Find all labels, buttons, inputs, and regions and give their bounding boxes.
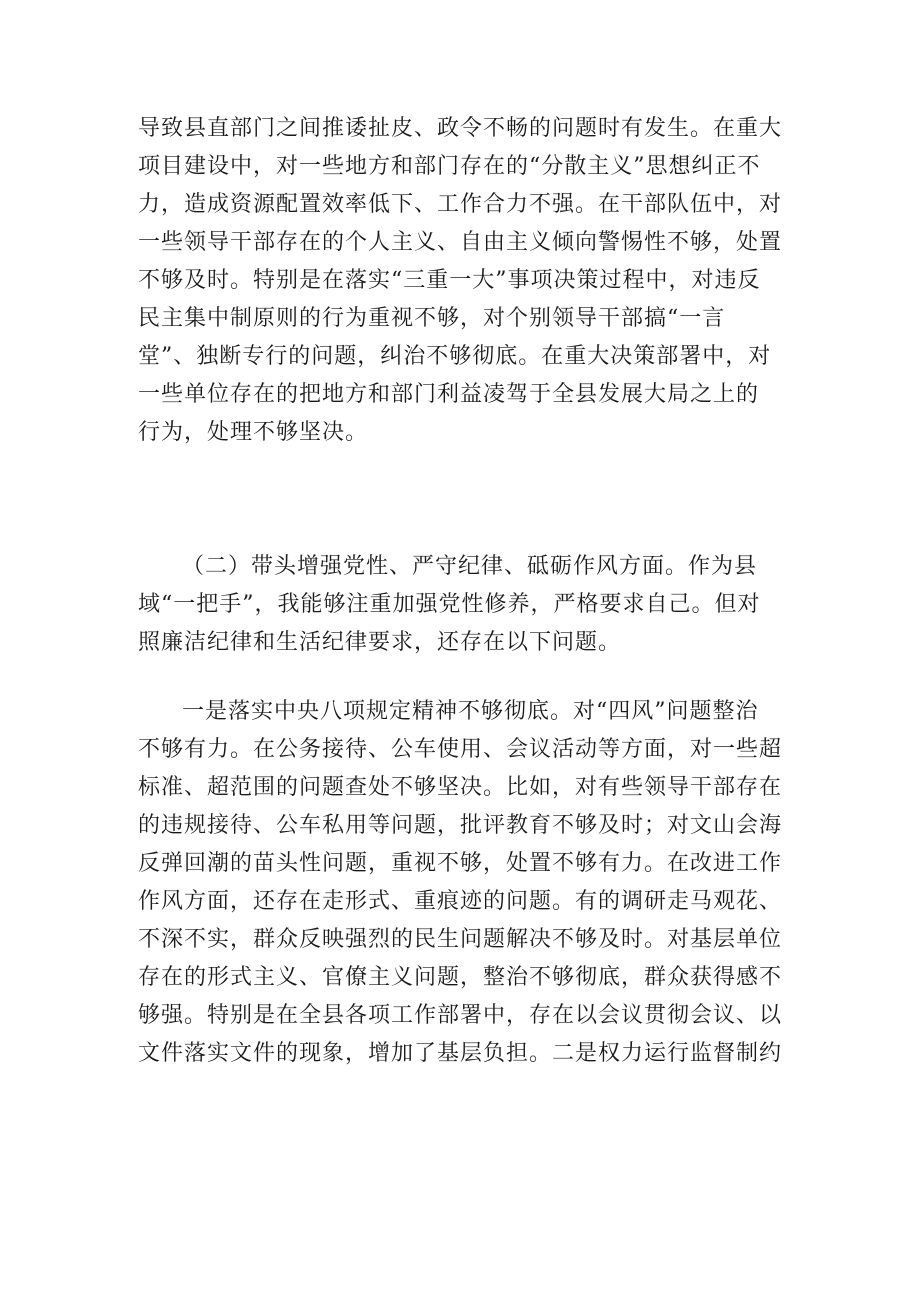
paragraph-1 <box>138 110 798 452</box>
text-line: 存在的形式主义、官僚主义问题，整治不够彻底，群众获得感不 <box>138 965 783 990</box>
text-line: 民主集中制原则的行为重视不够，对个别领导干部搞“一言 <box>138 306 726 331</box>
text-line: 不够及时。特别是在落实“三重一大”事项决策过程中，对违反 <box>138 268 761 293</box>
text-line: 照廉洁纪律和生活纪律要求，还存在以下问题。 <box>138 630 622 655</box>
text-line: 导致县直部门之间推诿扯皮、政令不畅的问题时有发生。在重大 <box>138 116 783 141</box>
text-line: 的违规接待、公车私用等问题，批评教育不够及时；对文山会海 <box>138 813 783 838</box>
text-line: 一是落实中央八项规定精神不够彻底。对“四风”问题整治 <box>182 699 759 724</box>
text-line: 反弹回潮的苗头性问题，重视不够，处置不够有力。在改进工作 <box>138 851 783 876</box>
text-line: 标准、超范围的问题查处不够坚决。比如，对有些领导干部存在 <box>138 775 783 800</box>
text-line: 一些单位存在的把地方和部门利益凌驾于全县发展大局之上的 <box>138 382 760 407</box>
text-line: 文件落实文件的现象，增加了基层负担。二是权力运行监督制约 <box>138 1041 783 1066</box>
paragraph-2 <box>138 548 798 662</box>
text-line: 项目建设中，对一些地方和部门存在的“分散主义”思想纠正不 <box>138 154 761 179</box>
text-line: 堂”、独断专行的问题，纠治不够彻底。在重大决策部署中，对 <box>138 344 772 369</box>
text-line: 不够有力。在公务接待、公车使用、会议活动等方面，对一些超 <box>138 737 783 762</box>
text-line: 行为，处理不够坚决。 <box>138 420 369 445</box>
text-line: 作风方面，还存在走形式、重痕迹的问题。有的调研走马观花、 <box>138 889 783 914</box>
text-line: 够强。特别是在全县各项工作部署中，存在以会议贯彻会议、以 <box>138 1003 783 1028</box>
text-line: 域“一把手”，我能够注重加强党性修养，严格要求自己。但对 <box>138 592 761 617</box>
text-line: 不深不实，群众反映强烈的民生问题解决不够及时。对基层单位 <box>138 927 783 952</box>
text-line: 力，造成资源配置效率低下、工作合力不强。在干部队伍中，对 <box>138 192 783 217</box>
text-line: （二）带头增强党性、严守纪律、砥砺作风方面。作为县 <box>182 554 758 579</box>
paragraph-3 <box>138 693 798 1073</box>
text-line: 一些领导干部存在的个人主义、自由主义倾向警惕性不够，处置 <box>138 230 783 255</box>
